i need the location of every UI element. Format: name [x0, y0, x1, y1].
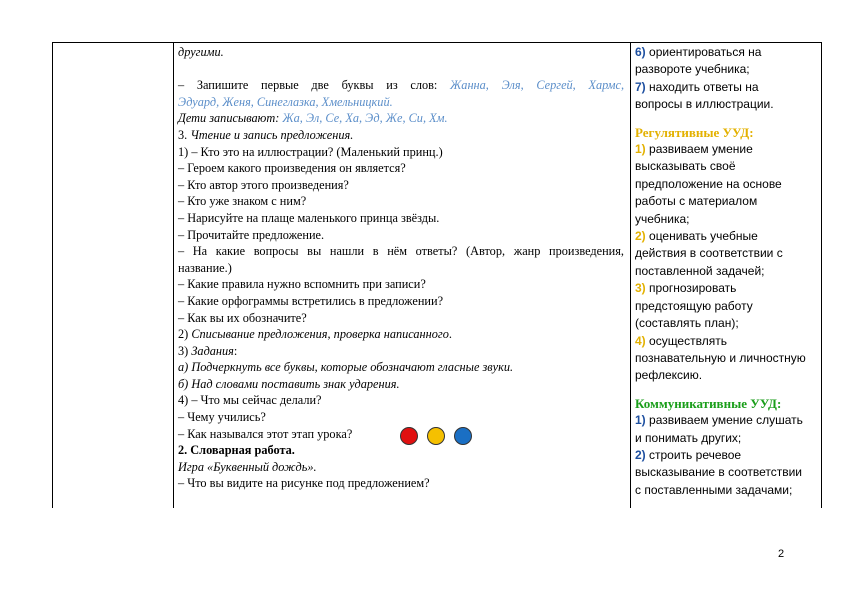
column-divider-left	[173, 43, 174, 508]
uud-item: 2) строить речевое	[635, 447, 742, 462]
uud-item-cont: (составлять план);	[635, 316, 739, 331]
uud-item-cont: предположение на основе	[635, 176, 782, 191]
text-line: другими.	[178, 45, 224, 59]
uud-item: 1) развиваем умение	[635, 142, 753, 157]
uud-item-cont: познавательную и личностную	[635, 350, 806, 365]
uud-item: 1) развиваем умение слушать	[635, 413, 803, 428]
blue-circle-icon	[454, 427, 472, 445]
uud-item: 6) ориентироваться на	[635, 45, 762, 59]
text-line: – Какие правила нужно вспомнить при записи?	[178, 277, 426, 292]
uud-item: 4) осуществлять	[635, 333, 727, 348]
text-line: 4) – Что мы сейчас делали?	[178, 393, 322, 408]
red-circle-icon	[400, 427, 418, 445]
text-line: Эдуард, Женя, Синеглазка, Хмельницкий.	[178, 94, 393, 109]
text-line: а) Подчеркнуть все буквы, которые обозначают гласные звуки.	[178, 360, 514, 375]
uud-item-cont: поставленной задачей;	[635, 263, 765, 278]
text-line: – Чему учились?	[178, 410, 266, 425]
uud-item-cont: рефлексию.	[635, 368, 703, 383]
colored-circles	[400, 427, 472, 447]
page-number: 2	[778, 548, 785, 560]
regulative-uud-heading: Регулятивные УУД:	[635, 124, 754, 140]
uud-item-cont: и понимать других;	[635, 430, 742, 445]
text-line: название.)	[178, 260, 232, 275]
text-line: – Нарисуйте на плаще маленького принца звёзды.	[178, 210, 440, 225]
uud-item-cont: развороте учебника;	[635, 62, 750, 77]
text-line: – На какие вопросы вы нашли в нём ответы? (Автор, жанр произведения,	[178, 244, 624, 259]
uud-item: 2) оценивать учебные	[635, 229, 758, 244]
uud-item-cont: с поставленными задачами;	[635, 482, 793, 497]
text-line: – Что вы видите на рисунке под предложением?	[178, 476, 430, 491]
uud-item-cont: вопросы в иллюстрации.	[635, 97, 774, 112]
text-line: – Кто уже знаком с ним?	[178, 194, 307, 209]
uud-column	[635, 44, 821, 499]
uud-item-cont: предстоящую работу	[635, 298, 753, 313]
text-line: Игра «Буквенный дождь».	[178, 459, 317, 474]
uud-item-cont: учебника;	[635, 211, 690, 226]
text-line: – Прочитайте предложение.	[178, 227, 325, 242]
uud-item: 7) находить ответы на	[635, 79, 759, 94]
uud-item-cont: действия в соответствии с	[635, 246, 783, 261]
text-line: – Запишите первые две буквы из слов: Жанна, Эля, Сергей, Хармс,	[178, 78, 625, 93]
text-line: Дети записывают: Жа, Эл, Се, Ха, Эд, Же, Си, Хм.	[178, 111, 448, 126]
section-heading: 2. Словарная работа.	[178, 443, 295, 458]
uud-item-cont: высказывание в соответствии	[635, 465, 803, 480]
text-line: 1) – Кто это на иллюстрации? (Маленький принц.)	[178, 144, 443, 159]
text-line: – Какие орфограммы встретились в предложении?	[178, 293, 444, 308]
column-divider-right	[630, 43, 631, 508]
text-line: – Кто автор этого произведения?	[178, 177, 349, 192]
section-heading: 3. Чтение и запись предложения.	[178, 127, 354, 142]
text-line: 3) Задания:	[178, 343, 238, 358]
text-line: б) Над словами поставить знак ударения.	[178, 376, 400, 391]
text-line: – Как назывался этот этап урока?	[178, 426, 353, 441]
uud-item-cont: высказывать своё	[635, 159, 736, 174]
text-line: 2) Списывание предложения, проверка написанного.	[178, 327, 452, 342]
lesson-content-column	[178, 44, 624, 492]
communicative-uud-heading: Коммуникативные УУД:	[635, 395, 782, 411]
text-line: – Героем какого произведения он является?	[178, 161, 406, 176]
uud-item-cont: работы с материалом	[635, 194, 758, 209]
text-line: – Как вы их обозначите?	[178, 310, 307, 325]
yellow-circle-icon	[427, 427, 445, 445]
uud-item: 3) прогнозировать	[635, 281, 737, 296]
